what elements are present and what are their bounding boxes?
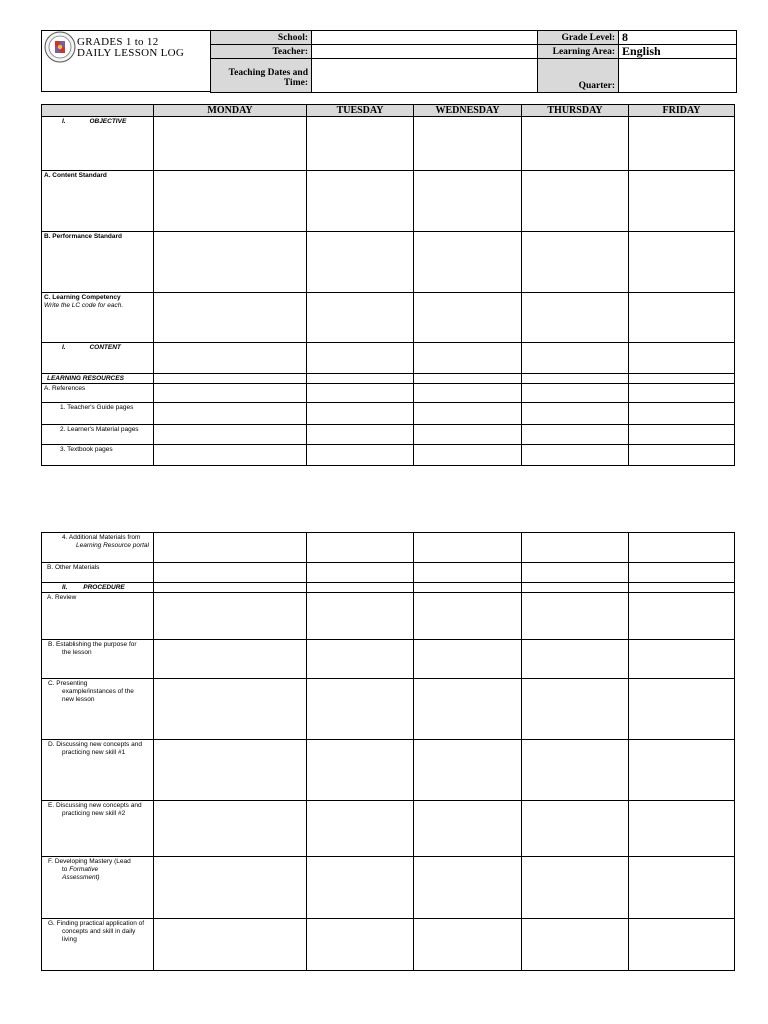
- cell[interactable]: [414, 171, 522, 232]
- cell[interactable]: [522, 293, 629, 343]
- practical-label: [42, 919, 154, 971]
- cell[interactable]: [307, 425, 414, 445]
- cell[interactable]: [629, 593, 735, 640]
- practical-row: [42, 919, 735, 971]
- cell[interactable]: [629, 425, 735, 445]
- cell[interactable]: [522, 919, 629, 971]
- deped-seal-icon: [44, 31, 76, 63]
- content-num: I.: [62, 344, 66, 351]
- mastery-text-a: F. Developing Mastery (Lead to: [48, 858, 131, 873]
- cell[interactable]: [414, 801, 522, 857]
- references-label: A. References: [42, 384, 154, 403]
- mastery-text-b: Formative Assessment): [62, 866, 100, 881]
- cell[interactable]: [414, 293, 522, 343]
- cell[interactable]: [307, 583, 414, 593]
- purpose-row: [42, 640, 735, 679]
- school-label: School:: [211, 31, 312, 45]
- cell[interactable]: [522, 583, 629, 593]
- cell[interactable]: [629, 232, 735, 293]
- procedure-num: II.: [62, 584, 68, 591]
- quarter-label: Quarter:: [538, 59, 619, 93]
- cell[interactable]: [307, 593, 414, 640]
- cell[interactable]: [154, 740, 307, 801]
- cell[interactable]: [629, 563, 735, 583]
- cell[interactable]: [522, 117, 629, 171]
- additional-materials-row: [42, 533, 735, 563]
- cell[interactable]: [307, 403, 414, 425]
- cell[interactable]: [414, 425, 522, 445]
- content-label: [42, 343, 154, 374]
- cell[interactable]: [307, 857, 414, 919]
- additional-materials-text-a: 4. Additional Materials from: [62, 534, 141, 541]
- practical-text: G. Finding practical application of concepts and skill in daily living: [48, 920, 145, 943]
- textbook-row: [42, 445, 735, 466]
- cell[interactable]: [154, 801, 307, 857]
- mastery-row: [42, 857, 735, 919]
- learning-area-label: Learning Area:: [538, 45, 619, 59]
- cell[interactable]: [154, 445, 307, 466]
- day-header-row: [42, 105, 735, 117]
- teacher-label: Teacher:: [211, 45, 312, 59]
- cell[interactable]: [414, 533, 522, 563]
- learners-material-row: [42, 425, 735, 445]
- cell[interactable]: [414, 445, 522, 466]
- learning-resources-label: [42, 374, 154, 384]
- cell[interactable]: [629, 801, 735, 857]
- teaching-dates-label-line1: Teaching Dates and: [228, 68, 308, 78]
- objective-label: [42, 117, 154, 171]
- cell[interactable]: [414, 583, 522, 593]
- cell[interactable]: [307, 919, 414, 971]
- cell[interactable]: [307, 384, 414, 403]
- discussing1-text: D. Discussing new concepts and practicing new skill #1: [48, 741, 142, 756]
- mastery-label: [42, 857, 154, 919]
- cell[interactable]: [629, 445, 735, 466]
- cell[interactable]: [629, 640, 735, 679]
- procedure-row: [42, 583, 735, 593]
- procedure-label: [42, 583, 154, 593]
- cell[interactable]: [414, 640, 522, 679]
- cell[interactable]: [522, 593, 629, 640]
- cell[interactable]: [154, 117, 307, 171]
- additional-materials-text: [44, 534, 151, 550]
- title-line-1: GRADES 1 to 12: [77, 36, 159, 48]
- cell[interactable]: [629, 293, 735, 343]
- cell[interactable]: [414, 593, 522, 640]
- cell[interactable]: [307, 343, 414, 374]
- teachers-guide-text: 1. Teacher's Guide pages: [60, 404, 134, 411]
- cell[interactable]: [629, 919, 735, 971]
- cell[interactable]: [522, 533, 629, 563]
- cell[interactable]: [307, 293, 414, 343]
- content-standard-text: A. Content Standard: [44, 172, 107, 179]
- performance-standard-text: B. Performance Standard: [44, 233, 123, 240]
- review-text: A. Review: [47, 594, 77, 601]
- cell[interactable]: [629, 679, 735, 740]
- other-materials-row: [42, 563, 735, 583]
- cell[interactable]: [522, 679, 629, 740]
- review-label: [42, 593, 154, 640]
- cell[interactable]: [307, 740, 414, 801]
- learning-competency-label: [42, 293, 154, 343]
- title-line-2: DAILY LESSON LOG: [77, 47, 185, 59]
- cell[interactable]: [522, 403, 629, 425]
- references-row: [42, 384, 735, 403]
- teaching-dates-label: [211, 59, 312, 93]
- cell[interactable]: [307, 232, 414, 293]
- cell[interactable]: [522, 640, 629, 679]
- additional-materials-text-b: Learning Resource portal: [76, 542, 149, 549]
- learning-area-field[interactable]: English: [619, 45, 737, 59]
- cell[interactable]: [629, 583, 735, 593]
- cell[interactable]: [154, 171, 307, 232]
- learning-competency-row: [42, 293, 735, 343]
- objective-text: OBJECTIVE: [89, 118, 127, 125]
- grade-level-label: Grade Level:: [538, 31, 619, 45]
- header-info-table: [210, 30, 737, 93]
- cell[interactable]: [522, 374, 629, 384]
- learning-resources-row: [42, 374, 735, 384]
- cell[interactable]: [154, 374, 307, 384]
- cell[interactable]: [307, 533, 414, 563]
- additional-materials-label: [42, 533, 154, 563]
- cell[interactable]: [154, 533, 307, 563]
- cell[interactable]: [154, 384, 307, 403]
- cell[interactable]: [522, 563, 629, 583]
- cell[interactable]: [629, 384, 735, 403]
- cell[interactable]: [154, 919, 307, 971]
- cell[interactable]: [154, 293, 307, 343]
- purpose-text: B. Establishing the purpose for the lesson: [48, 641, 137, 656]
- cell[interactable]: [522, 384, 629, 403]
- cell[interactable]: [414, 919, 522, 971]
- textbook-text: 3. Textbook pages: [60, 446, 113, 453]
- presenting-row: [42, 679, 735, 740]
- cell[interactable]: [307, 563, 414, 583]
- discussing2-text: E. Discussing new concepts and practicing new skill #2: [48, 802, 142, 817]
- teacher-field[interactable]: [312, 45, 538, 59]
- cell[interactable]: [307, 445, 414, 466]
- objective-row: [42, 117, 735, 171]
- day-friday: FRIDAY: [629, 105, 735, 117]
- objective-num: I.: [62, 118, 66, 125]
- cell[interactable]: [414, 403, 522, 425]
- cell[interactable]: [522, 232, 629, 293]
- discussing2-row: [42, 801, 735, 857]
- content-standard-row: [42, 171, 735, 232]
- textbook-label: [42, 445, 154, 466]
- cell[interactable]: [414, 374, 522, 384]
- mastery-text: [44, 858, 151, 882]
- cell[interactable]: [522, 801, 629, 857]
- cell[interactable]: [307, 801, 414, 857]
- cell[interactable]: [307, 374, 414, 384]
- presenting-text: C. Presenting example/instances of the new lesson: [48, 680, 134, 703]
- learning-resources-text: LEARNING RESOURCES: [47, 375, 124, 382]
- cell[interactable]: [414, 857, 522, 919]
- cell[interactable]: [629, 533, 735, 563]
- performance-standard-label: [42, 232, 154, 293]
- presenting-label: [42, 679, 154, 740]
- cell[interactable]: [154, 857, 307, 919]
- teaching-dates-label-line2: Time:: [283, 78, 308, 88]
- cell[interactable]: [307, 679, 414, 740]
- cell[interactable]: [414, 740, 522, 801]
- discussing2-label: [42, 801, 154, 857]
- teachers-guide-row: [42, 403, 735, 425]
- cell[interactable]: [154, 232, 307, 293]
- learning-competency-text: C. Learning Competency: [44, 294, 121, 301]
- cell[interactable]: [629, 403, 735, 425]
- cell[interactable]: [154, 583, 307, 593]
- content-standard-label: [42, 171, 154, 232]
- cell[interactable]: [522, 445, 629, 466]
- learning-competency-note: Write the LC code for each.: [44, 302, 124, 309]
- cell[interactable]: [414, 343, 522, 374]
- cell[interactable]: [414, 679, 522, 740]
- cell[interactable]: [154, 640, 307, 679]
- learners-material-text: 2. Learner's Material pages: [60, 426, 139, 433]
- content-row: [42, 343, 735, 374]
- cell[interactable]: [629, 117, 735, 171]
- procedure-text: PROCEDURE: [83, 584, 125, 591]
- cell[interactable]: [414, 232, 522, 293]
- discussing1-row: [42, 740, 735, 801]
- cell[interactable]: [307, 640, 414, 679]
- cell[interactable]: [414, 117, 522, 171]
- discussing1-label: [42, 740, 154, 801]
- school-field[interactable]: [312, 31, 538, 45]
- day-thursday: THURSDAY: [522, 105, 629, 117]
- grade-level-field[interactable]: 8: [619, 31, 737, 45]
- cell[interactable]: [629, 374, 735, 384]
- cell[interactable]: [629, 740, 735, 801]
- lesson-grid-page1: [41, 104, 735, 466]
- cell[interactable]: [414, 384, 522, 403]
- cell[interactable]: [522, 425, 629, 445]
- cell[interactable]: [629, 857, 735, 919]
- day-tuesday: TUESDAY: [307, 105, 414, 117]
- cell[interactable]: [307, 117, 414, 171]
- day-wednesday: WEDNESDAY: [414, 105, 522, 117]
- quarter-field[interactable]: [619, 59, 737, 93]
- logo-title-box: [41, 30, 211, 92]
- cell[interactable]: [629, 343, 735, 374]
- cell[interactable]: [154, 563, 307, 583]
- cell[interactable]: [154, 679, 307, 740]
- cell[interactable]: [522, 343, 629, 374]
- blank-header-cell: [42, 105, 154, 117]
- cell[interactable]: [414, 563, 522, 583]
- performance-standard-row: [42, 232, 735, 293]
- review-row: [42, 593, 735, 640]
- learners-material-label: [42, 425, 154, 445]
- cell[interactable]: [629, 171, 735, 232]
- cell[interactable]: [154, 425, 307, 445]
- other-materials-text: B. Other Materials: [47, 564, 100, 571]
- cell[interactable]: [522, 740, 629, 801]
- cell[interactable]: [522, 857, 629, 919]
- other-materials-label: [42, 563, 154, 583]
- purpose-label: [42, 640, 154, 679]
- lesson-grid-page2: [41, 532, 735, 971]
- cell[interactable]: [154, 343, 307, 374]
- cell[interactable]: [307, 171, 414, 232]
- cell[interactable]: [154, 403, 307, 425]
- teachers-guide-label: [42, 403, 154, 425]
- teaching-dates-field[interactable]: [312, 59, 538, 93]
- cell[interactable]: [154, 593, 307, 640]
- day-monday: MONDAY: [154, 105, 307, 117]
- content-text: CONTENT: [89, 344, 121, 351]
- cell[interactable]: [522, 171, 629, 232]
